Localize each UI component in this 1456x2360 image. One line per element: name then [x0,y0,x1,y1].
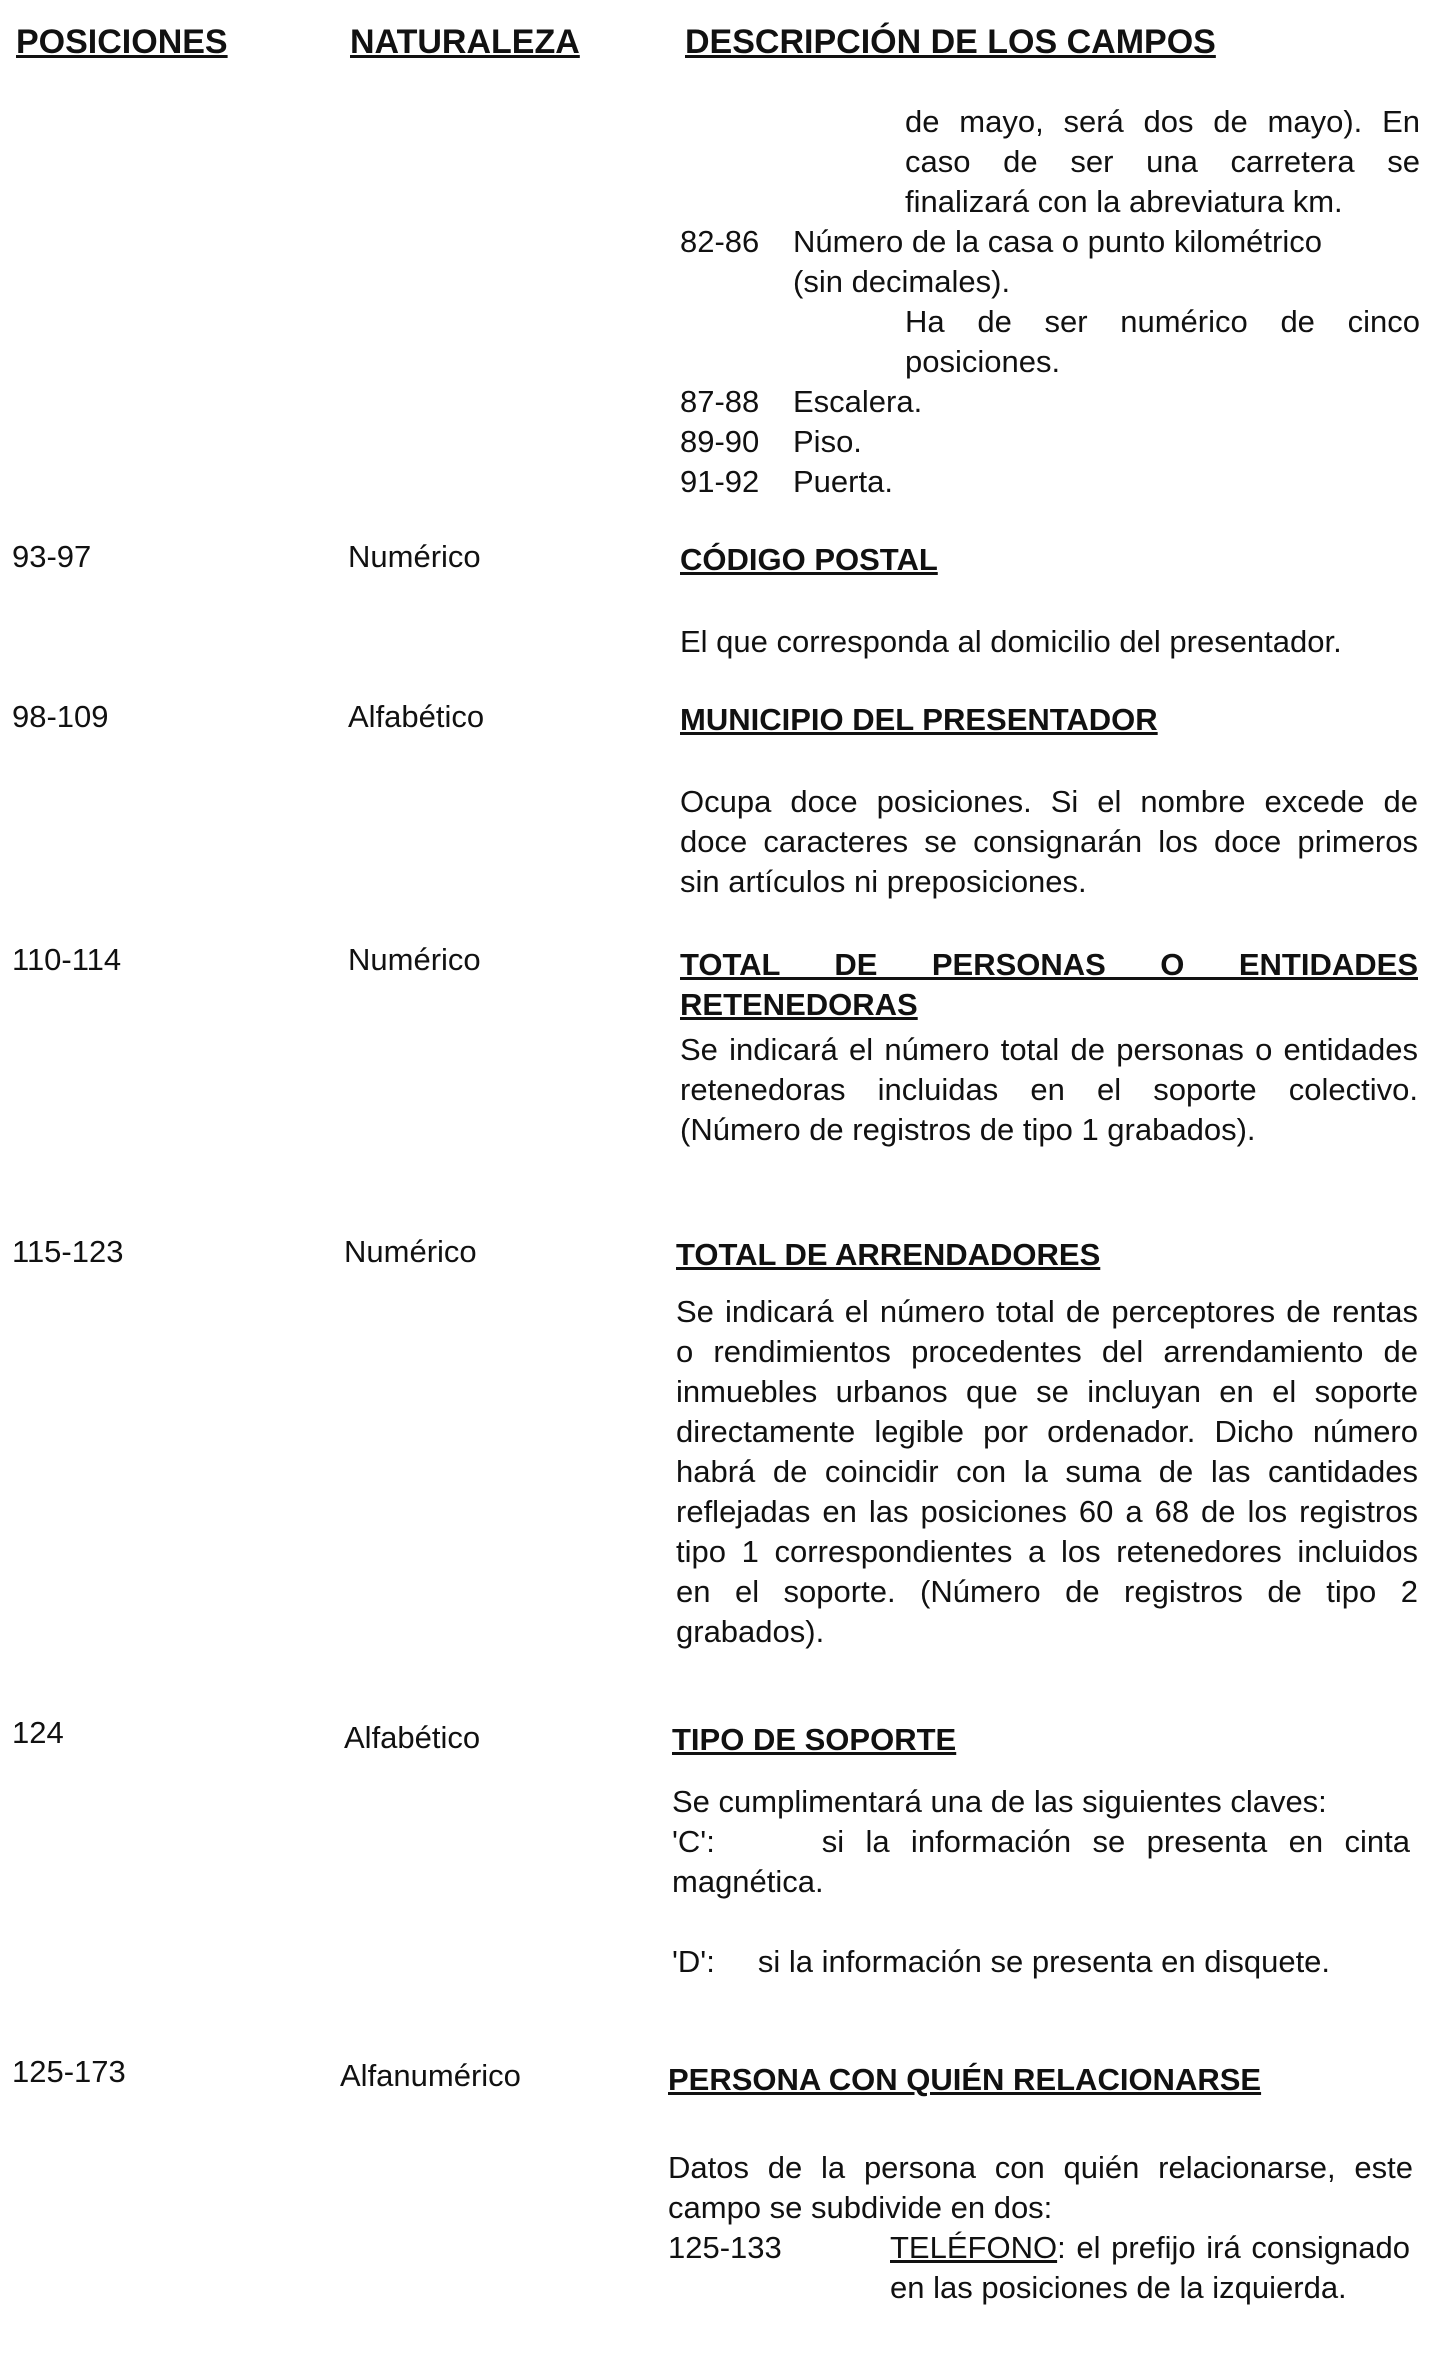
field-nature: Numérico [344,1234,477,1269]
option-d [672,1942,1410,1982]
subfield-text: (sin decimales). [793,264,1011,299]
field-position: 110-114 [12,942,122,977]
subfield-position: 91-92 [680,464,760,499]
option-c-text: si la información se presenta en cinta magnética. [672,1824,1410,1899]
subfield-position: 82-86 [680,224,760,259]
field-title-line: RETENEDORAS [680,987,918,1022]
field-nature: Alfabético [348,699,485,734]
field-position: 93-97 [12,539,92,574]
telefono-text: : el prefijo irá consignado en las posiciones de la izquierda. [890,2230,1410,2305]
field-description: Datos de la persona con quién relacionarse, este campo se subdivide en dos: [668,2150,1413,2225]
option-c [672,1822,1410,1902]
field-title: CÓDIGO POSTAL [680,542,938,577]
header-naturaleza: NATURALEZA [350,23,580,61]
field-nature: Numérico [348,539,481,574]
field-description: El que corresponda al domicilio del presentador. [680,624,1342,659]
subfield-text: Escalera. [793,384,923,419]
field-title: TOTAL DE ARRENDADORES [676,1237,1101,1272]
field-nature: Alfabético [344,1720,481,1755]
header-posiciones: POSICIONES [16,23,228,61]
field-description: Ocupa doce posiciones. Si el nombre excede de doce caracteres se consignarán los doce primeros sin artículos ni preposiciones. [680,784,1418,899]
field-description: Se cumplimentará una de las siguientes claves: [672,1784,1327,1819]
subfield-telefono [890,2228,1410,2308]
field-title: PERSONA CON QUIÉN RELACIONARSE [668,2062,1262,2097]
field-nature: Numérico [348,942,481,977]
header-descripcion: DESCRIPCIÓN DE LOS CAMPOS [685,23,1216,61]
continuation-text [905,102,1420,222]
field-position: 115-123 [12,1234,124,1269]
option-d-text: si la información se presenta en disquete. [757,1944,1331,1979]
subfield-text: Puerta. [793,464,893,499]
continuation-line: finalizará con la abreviatura km. [905,184,1343,219]
field-title: MUNICIPIO DEL PRESENTADOR [680,702,1158,737]
option-d-key: 'D': [672,1944,715,1979]
field-title-line: TOTAL DE PERSONAS O ENTIDADES [680,947,1418,982]
field-title [680,945,1418,1025]
subfield-position: 125-133 [668,2230,782,2265]
continuation-line: de mayo, será dos de mayo). En [905,104,1420,139]
field-position: 124 [12,1715,64,1750]
field-position: 125-173 [12,2054,126,2089]
field-description: Se indicará el número total de personas o entidades retenedoras incluidas en el soporte colectivo. (Número de registros de tipo 1 grabados). [680,1032,1418,1147]
subfield-text: Número de la casa o punto kilométrico [793,224,1322,259]
field-nature: Alfanumérico [340,2058,521,2093]
option-c-key: 'C': [672,1824,715,1859]
subfield-text: Piso. [793,424,862,459]
continuation-line: caso de ser una carretera se [905,144,1420,179]
field-description: Se indicará el número total de perceptores de rentas o rendimientos procedentes del arrendamiento de inmuebles urbanos que se incluyan en el soporte directamente legible por ordenador. Dicho número habrá de coincidir con la suma de las cantidades reflejadas en las posiciones 60 a 68 de los registros tipo 1 correspondientes a los retenedores incluidos en el soporte. (Número de registros de tipo 2 grabados). [676,1294,1418,1649]
subfield-position: 87-88 [680,384,760,419]
field-position: 98-109 [12,699,109,734]
subfield-position: 89-90 [680,424,760,459]
subfield-note-line: posiciones. [905,344,1061,379]
field-title: TIPO DE SOPORTE [672,1722,957,1757]
telefono-label: TELÉFONO [890,2230,1058,2265]
subfield-note [905,302,1420,382]
subfield-note-line: Ha de ser numérico de cinco [905,304,1420,339]
